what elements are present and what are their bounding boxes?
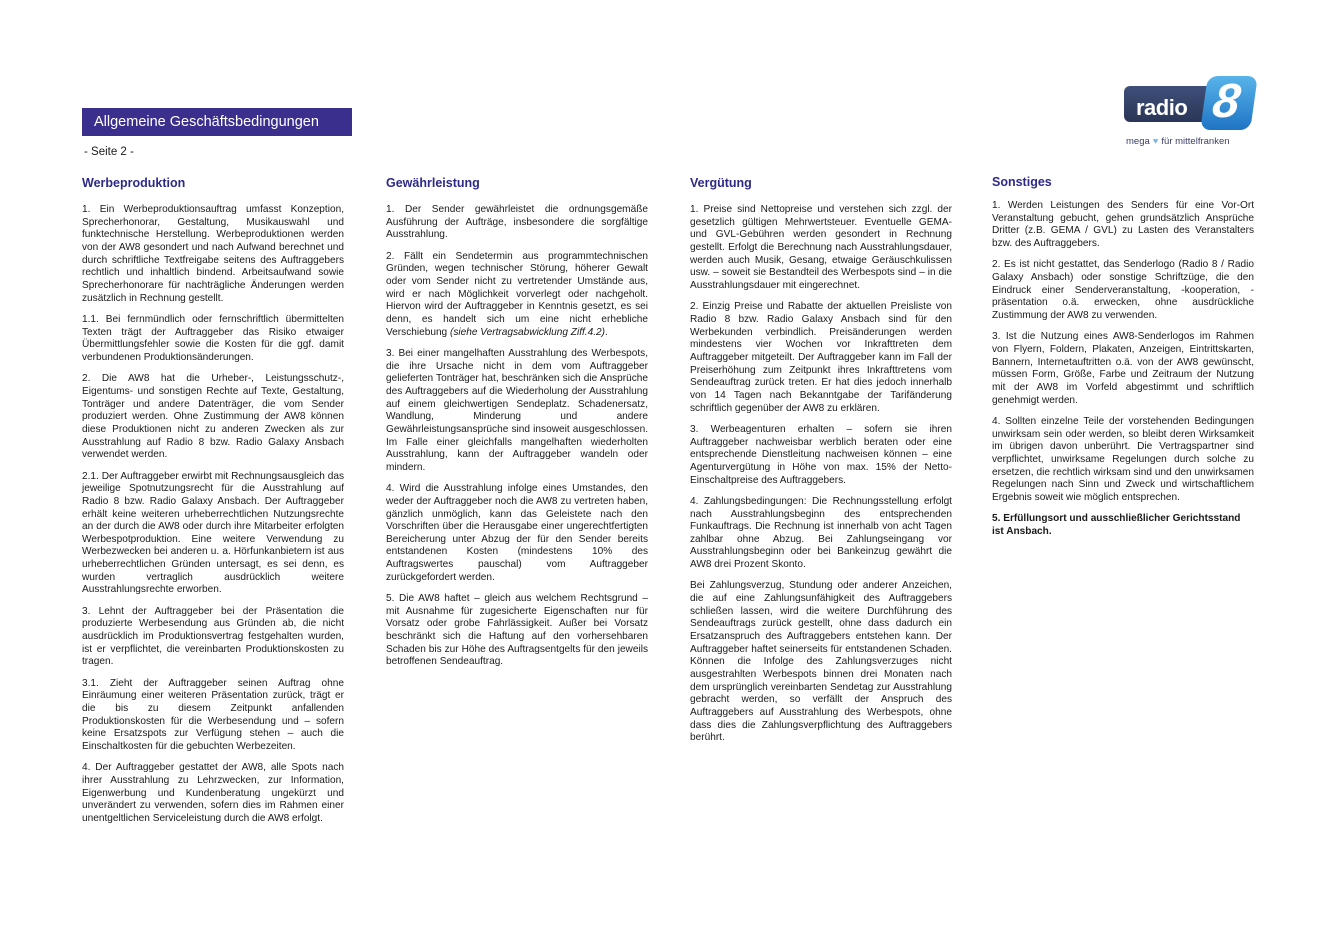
logo-number: 8 bbox=[1209, 75, 1244, 128]
paragraph: 2. Es ist nicht gestattet, das Senderlogo (Radio 8 / Radio Galaxy Ansbach) oder sonstige Schriftzüge, die den Eindruck einer Senderveranstaltung, -kooperation, -präsentation o.ä. erwecken, ohne ausdrückliche Zustimmung der AW8 zu verwenden. bbox=[992, 259, 1254, 321]
reference-note: (siehe Vertragsabwicklung Ziff.4.2) bbox=[449, 326, 606, 338]
logo-tag-left: mega bbox=[1126, 136, 1150, 147]
logo-tagline bbox=[1126, 136, 1230, 147]
paragraph-text: 2. Fällt ein Sendetermin aus programmtechnischen Gründen, wegen technischer Störung, höherer Gewalt oder vom Sender nicht zu vertretender Umstände aus, wird er nach Möglichkeit vorverlegt oder nachgeholt. Hiervon wird der Auftraggeber in Kenntnis gesetzt, es sei denn, es handelt sich um eine nicht erhebliche Verschiebung bbox=[386, 250, 648, 338]
paragraph-bold: 5. Erfüllungsort und ausschließlicher Gerichtsstand ist Ansbach. bbox=[992, 513, 1241, 537]
paragraph: 3. Bei einer mangelhaften Ausstrahlung des Werbespots, die ihre Ursache nicht in dem vom Auftraggeber gelieferten Tonträger hat, beschränken sich die Ansprüche des Auftraggebers auf die Wiederholung der Ausstrahlung auf einem gleichwertigen Sendeplatz. Schadenersatz, Wandlung, Minderung und andere Gewährleistungsansprüche sind insoweit ausgeschlossen. Im Falle einer gleichfalls mangelhaften wiederholten Ausstrahlung, kann der Auftraggeber wandeln oder mindern. bbox=[386, 347, 648, 473]
paragraph: 5. Die AW8 haftet – gleich aus welchem Rechtsgrund – mit Ausnahme für zugesicherte Eigenschaften nur für Vorsatz oder grobe Fahrlässigkeit. Außer bei Vorsatz beschränkt sich die Haftung auf den vorhersehbaren Schaden bis zur Höhe des Auftragsentgelts für den jeweils betroffenen Sendeauftrag. bbox=[386, 593, 648, 668]
column-sonstiges bbox=[992, 175, 1254, 547]
radio8-logo bbox=[1120, 75, 1258, 154]
column-verguetung bbox=[690, 176, 952, 754]
logo-word: radio bbox=[1136, 95, 1188, 120]
column-werbeproduktion bbox=[82, 176, 344, 834]
paragraph: 3. Ist die Nutzung eines AW8-Senderlogos im Rahmen von Flyern, Foldern, Plakaten, Anzeigen, Eintrittskarten, Bannern, Internetauftritten o.ä. von der AW8 gewünscht, müssen Form, Größe, Farbe und Zeitraum der Nutzung mit der AW8 im Vorfeld abgestimmt und schriftlich genehmigt werden. bbox=[992, 331, 1254, 406]
logo-tag-right: für mittelfranken bbox=[1161, 136, 1230, 147]
section-heading: Sonstiges bbox=[992, 175, 1052, 189]
paragraph: 4. Zahlungsbedingungen: Die Rechnungsstellung erfolgt nach Ausstrahlungsbeginn des entsprechenden Funkauftrags. Die Rechnung ist innerhalb von acht Tagen zahlbar ohne Abzug. Bei Zahlungseingang vor Ausstrahlungsbeginn oder bei Bankeinzug gewährt die AW8 drei Prozent Skonto. bbox=[690, 495, 952, 571]
document-title: Allgemeine Geschäftsbedingungen bbox=[82, 108, 352, 136]
section-heading: Vergütung bbox=[690, 176, 752, 190]
paragraph: 2. Einzig Preise und Rabatte der aktuellen Preisliste von Radio 8 bzw. Radio Galaxy Ansbach sind für den Werbekunden verbindlich. Preisänderungen werden mindestens vier Wochen vor Inkrafttreten dem Auftraggeber mitgeteilt. Der Auftraggeber kann im Fall der Preiserhöhung zum Zeitpunkt ihres Inkrafttretens vom Sendeauftrag zurück treten. Er hat dies jedoch innerhalb von 14 Tagen nach Bekanntgabe der Tarifänderung schriftlich gegenüber der AW8 zu erklären. bbox=[690, 301, 952, 414]
page-number: - Seite 2 - bbox=[84, 146, 134, 158]
paragraph: Bei Zahlungsverzug, Stundung oder anderer Anzeichen, die auf eine Zahlungsunfähigkeit des Auftraggebers schließen lassen, wird die weitere Durchführung des Sendeauftrags zurück gestellt, ohne dass dadurch ein Ersatzanspruch des Auftraggebers entstehen kann. Der Auftraggeber haftet seinerseits für entstandenen Schaden. Können die Infolge des Zahlungsverzuges nicht ausgestrahlten Werbespots binnen drei Monaten nach dem ursprünglich vereinbarten Sendetag zur Ausstrahlung gebracht werden, so verfällt der Anspruch des Auftraggebers auf Ausstrahlung des Werbespots, ohne dass dies die Zahlungsverpflichtung des Auftraggebers berührt. bbox=[690, 580, 952, 744]
logo-number-badge bbox=[1200, 76, 1258, 130]
heart-icon: ♥ bbox=[1152, 136, 1159, 147]
paragraph: 4. Wird die Ausstrahlung infolge eines Umstandes, den weder der Auftraggeber noch die AW8 zu vertreten haben, gänzlich unmöglich, kann das Geleistete nach den Vorschriften über die Herausgabe einer ungerechtfertigten Bereicherung unter Abzug der für den Sender bereits entstandenen Kosten (mindestens 10% des Auftragswertes pauschal) vom Auftraggeber zurückgefordert werden. bbox=[386, 483, 648, 583]
paragraph: 1. Preise sind Nettopreise und verstehen sich zzgl. der gesetzlich gültigen Mehrwertsteuer. Eventuelle GEMA- und GVL-Gebühren werden gesondert in Rechnung gestellt. Erfolgt die Berechnung nach Ausstrahlungsdauer, werden auch Musik, Gesang, etwaige Geräuschkulissen usw. – soweit sie Bestandteil des Werbespots sind – in die Ausstrahlungsdauer mit eingerechnet. bbox=[690, 204, 952, 291]
section-heading: Gewährleistung bbox=[386, 176, 480, 190]
paragraph: 3. Lehnt der Auftraggeber bei der Präsentation die produzierte Werbesendung aus Gründen ab, die nicht ausdrücklich im Produktionsvertrag festgehalten wurden, ist er verpflichtet, die vereinbarten Produktionskosten zu tragen. bbox=[82, 605, 344, 668]
paragraph: 3. Werbeagenturen erhalten – sofern sie ihren Auftraggeber nachweisbar werblich beraten oder eine entsprechende Dienstleitung nachweisen können – eine Agenturvergütung in Höhe von max. 15% der Netto-Einschaltpreise des Auftraggebers. bbox=[690, 423, 952, 486]
paragraph: 1. Ein Werbeproduktionsauftrag umfasst Konzeption, Sprecherhonorar, Gestaltung, Musikauswahl und funktechnische Herstellung. Werbeproduktionen werden von der AW8 gesondert und nach Aufwand berechnet und durch schriftliche Textfreigabe seitens des Auftraggebers rechtlich und inhaltlich bindend. Arbeitsaufwand sowie Sprecherhonorare für nachträgliche Änderungen werden zusätzlich in Rechnung gestellt. bbox=[82, 204, 344, 304]
section-heading: Werbeproduktion bbox=[82, 176, 186, 190]
paragraph: 1. Werden Leistungen des Senders für eine Vor-Ort Veranstaltung gebucht, gehen grundsätzlich Ansprüche Dritter (z.B. GEMA / GVL) zu Lasten des Veranstalters bzw. des Auftraggebers. bbox=[992, 200, 1254, 249]
paragraph: 3.1. Zieht der Auftraggeber seinen Auftrag ohne Einräumung einer weiteren Präsentation zurück, trägt er die bis zu diesem Zeitpunkt anfallenden Produktionskosten für die Werbesendung und – sofern keine Ersatzspots zur Verfügung stehen – auch die Einschaltkosten für die gebuchten Werbezeiten. bbox=[82, 677, 344, 753]
paragraph: 1. Der Sender gewährleistet die ordnungsgemäße Ausführung der Aufträge, insbesondere die sorgfältige Ausstrahlung. bbox=[386, 204, 648, 241]
paragraph: 2. Die AW8 hat die Urheber-, Leistungsschutz-, Eigentums- und sonstigen Rechte auf Texte, Gestaltung, Tonträger und andere Datenträger, die vom Sender produziert werden. Ohne Zustimmung der AW8 können diese Produktionen nicht zu anderen Zwecken als zur Ausstrahlung auf Radio 8 bzw. Radio Galaxy Ansbach verwendet werden. bbox=[82, 373, 344, 461]
paragraph: 4. Sollten einzelne Teile der vorstehenden Bedingungen unwirksam sein oder werden, so bleibt deren Wirksamkeit im übrigen davon unberührt. Die Vertragspartner sind verpflichtet, unwirksame Regelungen durch solche zu ersetzen, die rechtlich wirksam sind und den unwirksamen Regelungen nach Sinn und Zweck und wirtschaftlichem Ergebnis soweit wie möglich entsprechen. bbox=[992, 415, 1254, 503]
paragraph: 1.1. Bei fernmündlich oder fernschriftlich übermittelten Texten trägt der Auftraggeber das Risiko etwaiger Übermittlungsfehler sowie die Kosten für die ggf. damit verbundenen Produktionsänderungen. bbox=[82, 313, 344, 363]
column-gewaehrleistung bbox=[386, 176, 648, 678]
paragraph: 4. Der Auftraggeber gestattet der AW8, alle Spots nach ihrer Ausstrahlung zu Lehrzwecken, zur Information, Eigenwerbung und Kundenberatung ungekürzt und unverändert zu verwenden, sofern dies im Rahmen einer unentgeltlichen Serviceleistung durch die AW8 erfolgt. bbox=[82, 762, 344, 824]
paragraph: 2. Fällt ein Sendetermin aus programmtechnischen Gründen, wegen technischer Störung, höherer Gewalt oder vom Sender nicht zu vertretender Umstände aus, wird er nach Möglichkeit vorverlegt oder nachgeholt. Hiervon wird der Auftraggeber in Kenntnis gesetzt, es sei denn, es handelt sich um eine nicht erhebliche Verschiebung (siehe Vertragsabwicklung Ziff.4.2). bbox=[386, 250, 648, 338]
paragraph: 2.1. Der Auftraggeber erwirbt mit Rechnungsausgleich das jeweilige Spotnutzungsrecht für die Ausstrahlung auf Radio 8 bzw. Radio Galaxy Ansbach. Der Auftraggeber erhält keine weiteren urheberrechtlichen Nutzungsrechte an der durch die AW8 oder durch ihre Mitarbeiter erfolgten Werbespotproduktion. Eine weitere Verwendung zu Werbezwecken bei anderen u. a. Hörfunkanbietern ist aus urheberrechtlichen Gründen untersagt, es sei denn, es wurden vertraglich ausdrücklich weitere Ausstrahlungsrechte erworben. bbox=[82, 470, 344, 596]
